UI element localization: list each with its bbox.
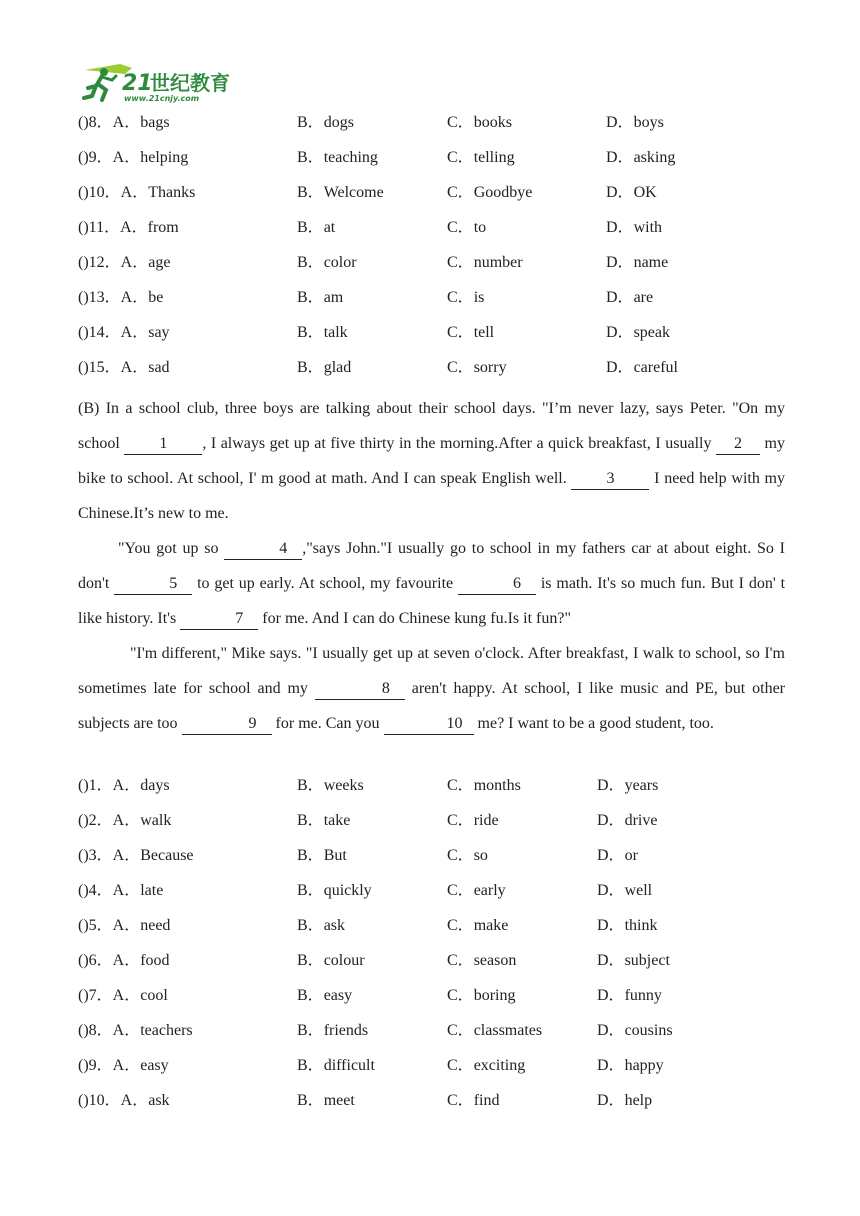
question-row <box>78 1020 798 1055</box>
option-c-text: is <box>473 289 485 306</box>
option-b-text: colour <box>323 952 365 969</box>
passage-paragraph-2 <box>78 531 785 636</box>
option-a: Thanks <box>148 184 196 201</box>
passage-text: is math. It's so much fun. But I don' t like history. It's <box>78 575 786 627</box>
question-number-label: 3 <box>88 847 97 864</box>
option-c-text: boring <box>473 987 516 1004</box>
blank-6: 6 <box>458 574 536 595</box>
option-d-text: asking <box>633 149 676 166</box>
option-b: B．ask <box>297 917 346 934</box>
option-d-text: careful <box>633 359 678 376</box>
option-b-text: teaching <box>323 149 378 166</box>
svg-text:21: 21 <box>122 71 153 96</box>
logo-graphic <box>80 62 245 104</box>
question-row <box>78 880 798 915</box>
question-number[interactable]: ( )6．A．food <box>78 952 170 969</box>
option-c-text: telling <box>473 149 515 166</box>
question-number-label: 15 <box>88 359 105 376</box>
option-c-text: books <box>473 114 512 131</box>
option-d: D．are <box>606 289 654 306</box>
option-a: cool <box>140 987 168 1004</box>
option-a: teachers <box>140 1022 193 1039</box>
blank-9: 9 <box>182 714 272 735</box>
passage-text: aren't happy. At school, I like music and PE, but other subjects are too <box>78 680 785 732</box>
blank-1: 1 <box>124 434 202 455</box>
option-b-text: Welcome <box>323 184 384 201</box>
question-number-label: 4 <box>88 882 97 899</box>
option-a: walk <box>140 812 172 829</box>
blank-3: 3 <box>571 469 649 490</box>
option-c-text: ride <box>473 812 499 829</box>
option-b: B．dogs <box>297 114 354 131</box>
option-b: B．difficult <box>297 1057 375 1074</box>
question-row <box>78 775 798 810</box>
option-b: B．at <box>297 219 336 236</box>
option-c: C．months <box>447 777 521 794</box>
option-a: sad <box>148 359 170 376</box>
option-a: days <box>140 777 170 794</box>
option-d: D．funny <box>597 987 662 1004</box>
option-b: B．quickly <box>297 882 372 899</box>
option-c: C．boring <box>447 987 516 1004</box>
option-d: D．speak <box>606 324 670 341</box>
option-c-text: make <box>473 917 509 934</box>
question-row <box>78 915 798 950</box>
question-number-label: 14 <box>88 324 105 341</box>
question-number[interactable]: ( )10．A．ask <box>78 1092 170 1109</box>
passage-text: I need help with my Chinese.It’s new to me. <box>78 470 786 522</box>
option-b-text: difficult <box>323 1057 375 1074</box>
option-b: B．Welcome <box>297 184 384 201</box>
passage-text: ,"says John."I usually go to school in my fathers car at about eight. So I don't <box>78 540 786 592</box>
option-d: D．well <box>597 882 653 899</box>
option-b-text: ask <box>323 917 346 934</box>
question-number[interactable]: ( )15．A．sad <box>78 359 170 376</box>
question-number-label: 9 <box>88 149 97 166</box>
option-c-text: find <box>473 1092 500 1109</box>
option-d-text: think <box>624 917 658 934</box>
option-c: C．books <box>447 114 512 131</box>
passage-text: me? I want to be a good student, too. <box>473 715 714 732</box>
passage-text: , I always get up at five thirty in the morning.After a quick breakfast, I usually <box>202 435 717 452</box>
option-c-text: tell <box>473 324 495 341</box>
option-b: B．glad <box>297 359 352 376</box>
option-c: C．number <box>447 254 523 271</box>
option-b-text: take <box>323 812 351 829</box>
option-d: D．help <box>597 1092 653 1109</box>
option-a: age <box>148 254 171 271</box>
option-c: C．early <box>447 882 506 899</box>
question-number-label: 8 <box>88 1022 97 1039</box>
option-d-text: cousins <box>624 1022 673 1039</box>
option-b: B．take <box>297 812 351 829</box>
blank-4: 4 <box>224 539 302 560</box>
blank-2: 2 <box>716 434 760 455</box>
option-b: B．color <box>297 254 357 271</box>
option-d-text: name <box>633 254 669 271</box>
passage-text: for me. And I can do Chinese kung fu.Is it fun?" <box>258 610 571 627</box>
option-c: C．find <box>447 1092 500 1109</box>
option-a: food <box>140 952 170 969</box>
option-d: D．with <box>606 219 663 236</box>
option-d-text: well <box>624 882 653 899</box>
option-a: late <box>140 882 164 899</box>
option-c-text: season <box>473 952 517 969</box>
option-c-text: Goodbye <box>473 184 533 201</box>
option-b-text: meet <box>323 1092 355 1109</box>
question-number[interactable]: ( )12．A．age <box>78 254 171 271</box>
question-number-label: 1 <box>88 777 97 794</box>
question-row <box>78 252 798 287</box>
option-a: helping <box>140 149 189 166</box>
option-c: C．classmates <box>447 1022 543 1039</box>
option-b: B．meet <box>297 1092 355 1109</box>
option-c-text: exciting <box>473 1057 526 1074</box>
option-b-text: talk <box>323 324 348 341</box>
question-number[interactable]: ( )9．A．easy <box>78 1057 169 1074</box>
option-c: C．telling <box>447 149 515 166</box>
option-b: B．talk <box>297 324 348 341</box>
passage-paragraph-1 <box>78 391 785 531</box>
question-number-label: 13 <box>88 289 105 306</box>
option-d: D．subject <box>597 952 670 969</box>
question-row <box>78 810 798 845</box>
question-number[interactable]: ( )14．A．say <box>78 324 170 341</box>
svg-text:世纪教育: 世纪教育 <box>150 71 230 95</box>
question-row <box>78 985 798 1020</box>
question-number[interactable]: ( )11．A．from <box>78 219 179 236</box>
option-d-text: OK <box>633 184 657 201</box>
question-number[interactable]: ( )2．A．walk <box>78 812 172 829</box>
option-d-text: help <box>624 1092 653 1109</box>
question-number-label: 12 <box>88 254 105 271</box>
question-number[interactable]: ( )8．A．teachers <box>78 1022 193 1039</box>
option-b-text: weeks <box>323 777 364 794</box>
blank-5: 5 <box>114 574 192 595</box>
option-a: say <box>148 324 170 341</box>
option-c-text: sorry <box>473 359 507 376</box>
svg-text:www.21cnjy.com: www.21cnjy.com <box>124 94 200 103</box>
question-row <box>78 112 798 147</box>
passage-text: to get up early. At school, my favourite <box>192 575 458 592</box>
option-a: need <box>140 917 171 934</box>
option-c: C．make <box>447 917 509 934</box>
option-a: from <box>147 219 179 236</box>
option-c: C．ride <box>447 812 499 829</box>
option-d-text: are <box>633 289 654 306</box>
option-d-text: years <box>624 777 659 794</box>
passage-text: (B) In a school club, three boys are talking about their school days. "I’m never lazy, says Peter. "On my school <box>78 400 785 452</box>
option-b: B．teaching <box>297 149 378 166</box>
option-d: D．asking <box>606 149 676 166</box>
option-a: ask <box>148 1092 170 1109</box>
passage-text: my bike to school. At school, I' m good at math. And I can speak English well. <box>78 435 785 487</box>
option-d: D．or <box>597 847 638 864</box>
question-list-b <box>78 775 798 1125</box>
option-d: D．name <box>606 254 669 271</box>
passage-text: "I'm different," Mike says. "I usually get up at seven o'clock. After breakfast, I walk to school, so I'm sometimes late for school and my <box>78 645 785 697</box>
option-c: C．season <box>447 952 517 969</box>
option-d: D．drive <box>597 812 658 829</box>
question-row <box>78 287 798 322</box>
question-number-label: 11 <box>88 219 105 236</box>
blank-8: 8 <box>315 679 405 700</box>
option-d: D．think <box>597 917 658 934</box>
blank-7: 7 <box>180 609 258 630</box>
option-c-text: so <box>473 847 488 864</box>
option-d: D．happy <box>597 1057 664 1074</box>
option-c: C．sorry <box>447 359 507 376</box>
question-row <box>78 217 798 252</box>
option-b-text: am <box>323 289 344 306</box>
question-number[interactable]: ( )3．A．Because <box>78 847 194 864</box>
option-b-text: at <box>323 219 336 236</box>
option-b: B．But <box>297 847 347 864</box>
option-d-text: or <box>624 847 638 864</box>
question-row <box>78 322 798 357</box>
option-a: be <box>148 289 164 306</box>
question-number-label: 5 <box>88 917 97 934</box>
option-d: D．careful <box>606 359 678 376</box>
option-c: C．is <box>447 289 485 306</box>
option-b-text: easy <box>323 987 353 1004</box>
option-a: bags <box>140 114 170 131</box>
option-c: C．Goodbye <box>447 184 533 201</box>
question-number[interactable]: ( )10．A．Thanks <box>78 184 196 201</box>
option-b-text: color <box>323 254 357 271</box>
question-number-label: 10 <box>88 184 105 201</box>
option-b-text: dogs <box>323 114 354 131</box>
option-d: D．boys <box>606 114 664 131</box>
question-number-label: 6 <box>88 952 97 969</box>
option-b: B．friends <box>297 1022 369 1039</box>
option-b-text: friends <box>323 1022 369 1039</box>
cloze-passage <box>78 391 785 741</box>
question-number[interactable]: ( )5．A．need <box>78 917 171 934</box>
question-number[interactable]: ( )13．A．be <box>78 289 164 306</box>
site-logo <box>80 62 245 104</box>
question-row <box>78 1055 798 1090</box>
option-d-text: with <box>633 219 663 236</box>
passage-paragraph-3 <box>78 636 785 741</box>
question-list-a <box>78 112 798 392</box>
option-c-text: months <box>473 777 521 794</box>
question-row <box>78 1090 798 1125</box>
question-number[interactable]: ( )1．A．days <box>78 777 170 794</box>
option-d-text: subject <box>624 952 670 969</box>
question-row <box>78 147 798 182</box>
passage-text: for me. Can you <box>271 715 384 732</box>
option-c: C．so <box>447 847 488 864</box>
question-row <box>78 845 798 880</box>
option-b-text: But <box>323 847 347 864</box>
option-b: B．weeks <box>297 777 364 794</box>
option-d: D．OK <box>606 184 657 201</box>
option-d-text: happy <box>624 1057 664 1074</box>
option-c-text: classmates <box>473 1022 543 1039</box>
option-c: C．exciting <box>447 1057 526 1074</box>
option-b: B．colour <box>297 952 365 969</box>
option-d-text: drive <box>624 812 658 829</box>
question-number-label: 8 <box>88 114 97 131</box>
option-d: D．years <box>597 777 659 794</box>
question-row <box>78 950 798 985</box>
option-c-text: early <box>473 882 506 899</box>
option-a: easy <box>140 1057 169 1074</box>
option-d-text: speak <box>633 324 670 341</box>
question-number-label: 9 <box>88 1057 97 1074</box>
question-number-label: 2 <box>88 812 97 829</box>
question-number[interactable]: ( )9．A．helping <box>78 149 189 166</box>
question-number-label: 7 <box>88 987 97 1004</box>
question-number[interactable]: ( )4．A．late <box>78 882 164 899</box>
option-d-text: boys <box>633 114 664 131</box>
passage-text: "You got up so <box>118 540 225 557</box>
option-d: D．cousins <box>597 1022 673 1039</box>
question-number[interactable]: ( )8．A．bags <box>78 114 170 131</box>
question-row <box>78 357 798 392</box>
question-number[interactable]: ( )7．A．cool <box>78 987 168 1004</box>
option-b-text: glad <box>323 359 352 376</box>
option-d-text: funny <box>624 987 662 1004</box>
option-a: Because <box>140 847 194 864</box>
blank-10: 10 <box>384 714 474 735</box>
option-b: B．easy <box>297 987 353 1004</box>
option-c: C．to <box>447 219 487 236</box>
option-b-text: quickly <box>323 882 372 899</box>
question-number-label: 10 <box>88 1092 105 1109</box>
option-c-text: to <box>473 219 487 236</box>
question-row <box>78 182 798 217</box>
option-c-text: number <box>473 254 523 271</box>
option-b: B．am <box>297 289 344 306</box>
option-c: C．tell <box>447 324 495 341</box>
